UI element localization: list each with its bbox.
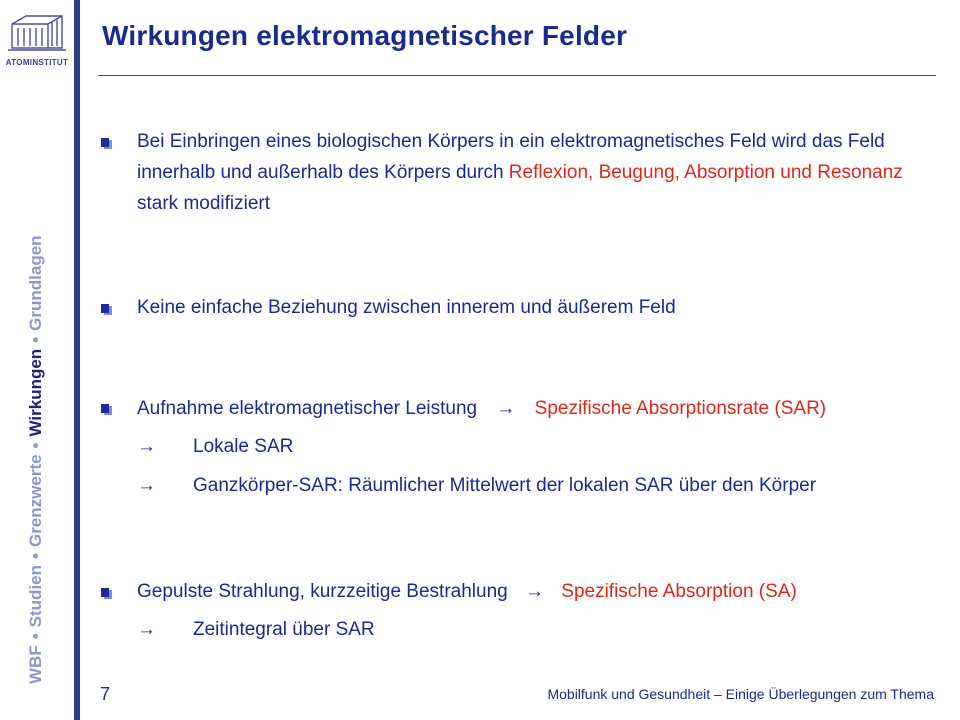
bullet-4-highlight: Spezifische Absorption (SA) — [561, 581, 797, 602]
bullet-1-text — [137, 126, 937, 219]
bullet-icon — [101, 138, 111, 148]
bullet-2-text: Keine einfache Beziehung zwischen innerem und äußerem Feld — [137, 297, 676, 318]
bullet-1-part2: stark modifiziert — [137, 193, 271, 214]
logo-label: ATOMINSTITUT — [5, 58, 69, 67]
bullet-icon — [101, 404, 111, 414]
bullet-4-sub-1 — [137, 614, 937, 645]
bullet-3-sub-1 — [137, 431, 937, 462]
footer-caption: Mobilfunk und Gesundheit – Einige Überlegungen zum Thema — [547, 686, 934, 702]
bullet-3-text — [137, 393, 937, 424]
nav-item-wbf[interactable]: WBF — [26, 645, 45, 684]
arrow-icon: → — [137, 436, 156, 457]
building-logo-icon — [4, 8, 70, 58]
bullet-4-main: Gepulste Strahlung, kurzzeitige Bestrahlung — [137, 581, 508, 602]
page-number: 7 — [100, 684, 111, 704]
bullet-3-sub-2-text: Ganzkörper-SAR: Räumlicher Mittelwert der lokalen SAR über den Körper — [193, 475, 817, 496]
side-band — [74, 0, 80, 720]
nav-item-grundlagen[interactable]: Grundlagen — [26, 235, 45, 331]
arrow-icon: → — [137, 619, 156, 640]
bullet-1-part1: Bei Einbringen eines biologischen Körpers in ein elektromagnetisches Feld wird das Feld innerhalb und außerhalb des Körpers durch — [137, 131, 885, 183]
nav-item-grenzwerte[interactable]: Grenzwerte — [26, 454, 45, 548]
bullet-icon — [101, 304, 111, 314]
title-divider — [98, 75, 936, 76]
vertical-section-nav — [26, 124, 46, 684]
bullet-3-main: Aufnahme elektromagnetischer Leistung — [137, 398, 478, 419]
bullet-3-sub-1-text: Lokale SAR — [193, 436, 294, 457]
bullet-3-sub-2 — [137, 470, 937, 501]
slide-title: Wirkungen elektromagnetischer Felder — [102, 20, 628, 51]
nav-separator: • — [26, 633, 45, 640]
arrow-icon: → — [137, 475, 156, 496]
bullet-4-sub-1-text: Zeitintegral über SAR — [193, 619, 375, 640]
nav-item-wirkungen[interactable]: Wirkungen — [26, 348, 45, 437]
nav-item-studien[interactable]: Studien — [26, 564, 45, 628]
nav-separator: • — [26, 336, 45, 343]
bullet-3-highlight: Spezifische Absorptionsrate (SAR) — [534, 398, 827, 419]
bullet-icon — [101, 588, 111, 598]
nav-separator: • — [26, 442, 45, 449]
nav-separator: • — [26, 553, 45, 559]
arrow-icon: → — [496, 398, 516, 419]
bullet-4-text — [137, 576, 937, 607]
arrow-icon: → — [525, 581, 544, 602]
atominstitut-logo — [4, 8, 70, 70]
bullet-1-highlight: Reflexion, Beugung, Absorption und Resonanz — [508, 162, 903, 183]
